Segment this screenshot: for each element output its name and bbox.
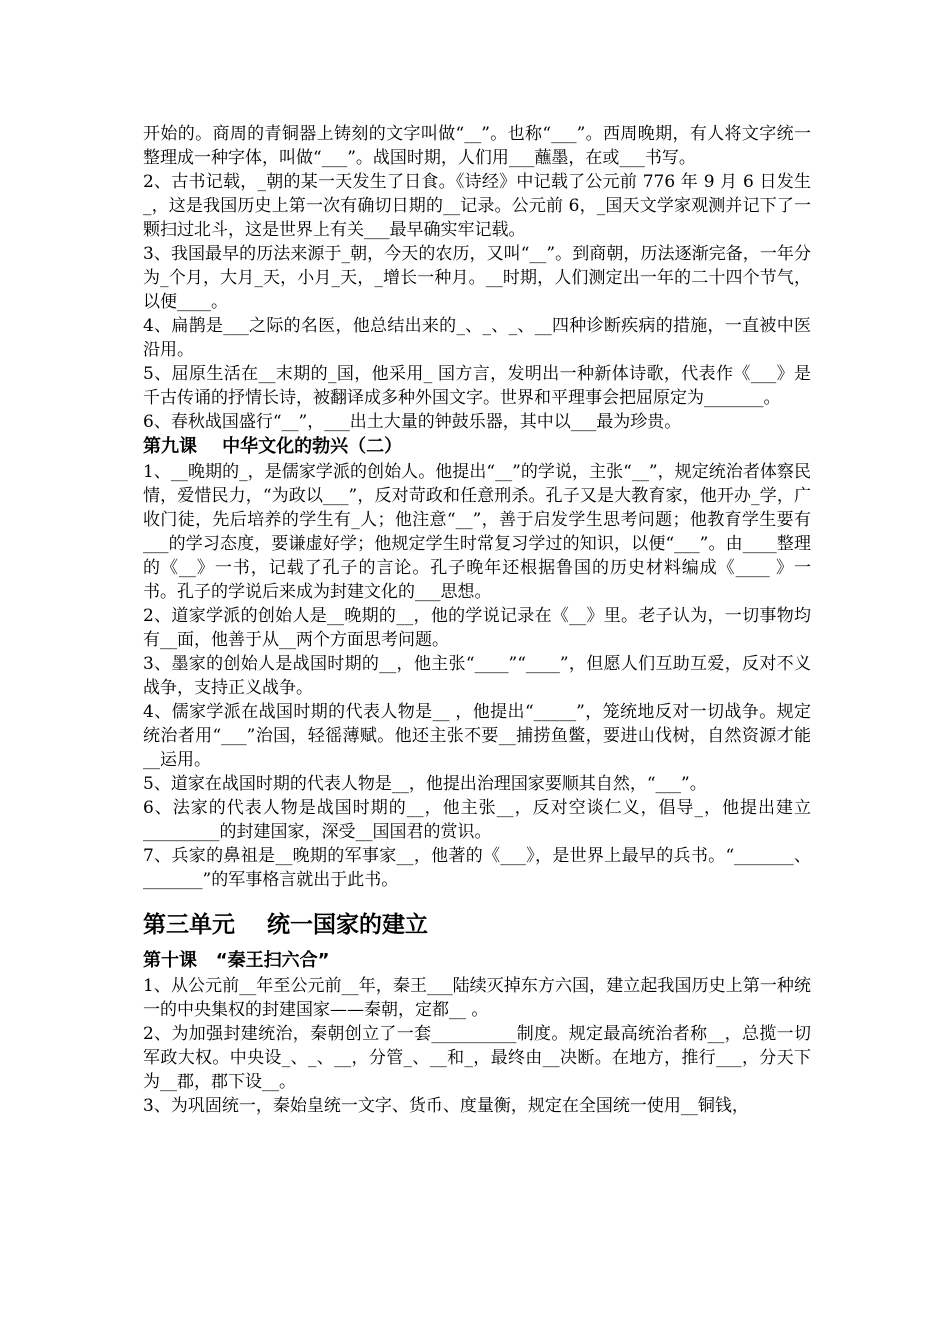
paragraph: 3、我国最早的历法来源于_朝，今天的农历，又叫“__”。到商朝，历法逐渐完备，一年分为_个月，大月_天，小月_天，_增长一种月。__时期，人们测定出一年的二十四个节气，以便____。 [143, 244, 811, 312]
paragraph: 3、墨家的创始人是战国时期的__，他主张“____”“____”，但愿人们互助互爱，反对不义战争，支持正义战争。 [143, 654, 812, 698]
unit-title: 第三单元 统一国家的建立 [143, 912, 429, 938]
paragraph: 4、扁鹊是___之际的名医，他总结出来的_、_、_、__四种诊断疾病的措施，一直被中医沿用。 [143, 316, 811, 360]
paragraph: 开始的。商周的青铜器上铸刻的文字叫做“__”。也称“___”。西周晚期，有人将文字统一整理成一种字体，叫做“___”。战国时期，人们用___蘸墨，在或___书写。 [143, 124, 811, 168]
paragraph: 1、__晚期的_，是儒家学派的创始人。他提出“__”的学说，主张“__”，规定统治者体察民情，爱惜民力，“为政以___”，反对苛政和任意刑杀。孔子又是大教育家，他开办_学，广收门徒，先后培养的学生有_人；他注意“__”，善于启发学生思考问题；他教育学生要有___的学习态度，要谦虚好学；他规定学生时常复习学过的知识，以便“___”。由____整理的《__》一书，记载了孔子的言论。孔子晚年还根据鲁国的历史材料编成《____ 》一书。孔子的学说后来成为封建文化的___思想。 [143, 462, 811, 602]
paragraph: 6、法家的代表人物是战国时期的__，他主张__，反对空谈仁义，倡导_，他提出建立_________的封建国家，深受__国国君的赏识。 [143, 798, 811, 842]
paragraph: 3、为巩固统一，秦始皇统一文字、货币、度量衡，规定在全国统一使用__铜钱， [143, 1096, 749, 1116]
paragraph: 2、道家学派的创始人是__晚期的__，他的学说记录在《__》里。老子认为，一切事物均有__面，他善于从__两个方面思考问题。 [143, 606, 811, 650]
document-page [143, 122, 811, 1118]
lesson-title: 第十课 “秦王扫六合” [143, 950, 330, 971]
paragraph: 1、从公元前__年至公元前__年，秦王___陆续灭掉东方六国，建立起我国历史上第一种统一的中央集权的封建国家——秦朝，定都__ 。 [143, 976, 811, 1020]
paragraph: 5、道家在战国时期的代表人物是__，他提出治理国家要顺其自然，“___”。 [143, 774, 707, 794]
paragraph: 4、儒家学派在战国时期的代表人物是__ ，他提出“_____”，笼统地反对一切战争。规定统治者用“___”治国，轻徭薄赋。他还主张不要__捕捞鱼鳖，要进山伐树，自然资源才能__运用。 [143, 702, 811, 770]
paragraph: 2、古书记载，_朝的某一天发生了日食。《诗经》中记载了公元前 776 年 9 月 6 日发生_，这是我国历史上第一次有确切日期的__记录。公元前 6，_国天文学家观测并记下了一颗扫过北斗，这是世界上有关___最早确实牢记载。 [143, 172, 811, 240]
paragraph: 5、屈原生活在__末期的_国，他采用_ 国方言，发明出一种新体诗歌，代表作《___》是千古传诵的抒情长诗，被翻译成多种外国文字。世界和平理事会把屈原定为_______。 [143, 364, 811, 408]
paragraph: 7、兵家的鼻祖是__晚期的军事家__，他著的《___》，是世界上最早的兵书。“_______、_______”的军事格言就出于此书。 [143, 846, 811, 890]
paragraph: 2、为加强封建统治，秦朝创立了一套__________制度。规定最高统治者称__，总揽一切军政大权。中央设_、_、__，分管_、__和_，最终由__决断。在地方，推行___，分天下为__郡，郡下设__。 [143, 1024, 811, 1092]
paragraph: 6、春秋战国盛行“__”，___出土大量的钟鼓乐器，其中以___最为珍贵。 [143, 412, 682, 432]
lesson-title: 第九课 中华文化的勃兴（二） [143, 436, 403, 457]
